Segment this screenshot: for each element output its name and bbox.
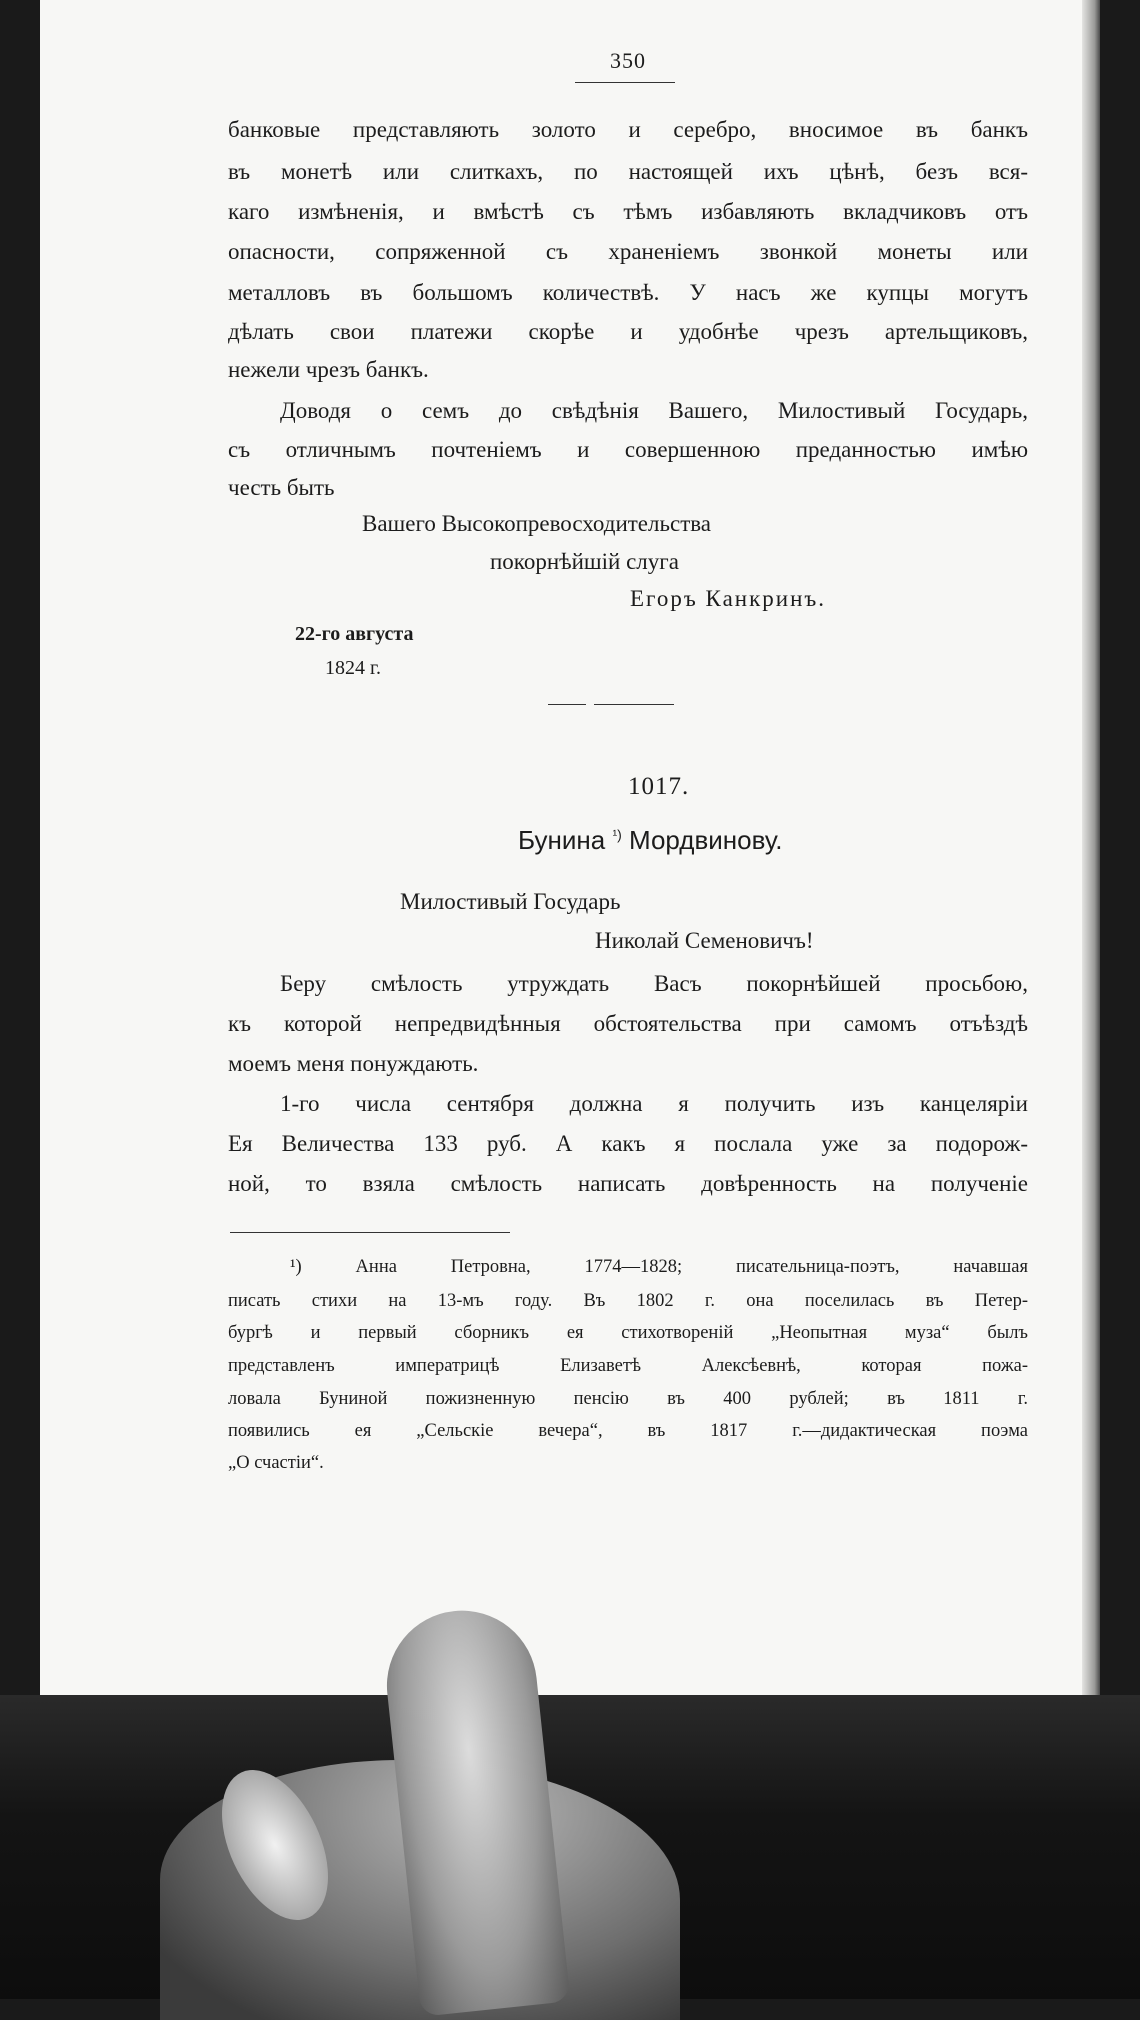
letter-paragraph1-line-3: моемъ меня понуждають. — [228, 1051, 479, 1076]
heading-to: Мордвинову. — [629, 825, 783, 855]
section-rule-left — [548, 704, 586, 705]
letter-paragraph1-line-2: къ которой непредвидѣнныя обстоятельства при самомъ отъѣздѣ — [228, 1011, 1028, 1036]
letter-number: 1017. — [628, 773, 690, 800]
page-number-rule — [575, 82, 675, 83]
top-paragraph-line-3: каго измѣненія, и вмѣстѣ съ тѣмъ избавляють вкладчиковъ отъ — [228, 199, 1028, 224]
letter-paragraph2-line-1: 1-го числа сентября должна я получить изъ канцеляріи — [280, 1091, 1028, 1116]
letter-paragraph1-line-1: Беру смѣлость утруждать Васъ покорнѣйшей просьбою, — [280, 971, 1028, 996]
signature: Егоръ Канкринъ. — [630, 586, 827, 611]
footnote-line-5: ловала Буниной пожизненную пенсію въ 400 рублей; въ 1811 г. — [228, 1389, 1028, 1409]
second-paragraph-line-2: съ отличнымъ почтеніемъ и совершенною преданностью имѣю — [228, 437, 1028, 462]
top-paragraph-line-7: нежели чрезъ банкъ. — [228, 357, 429, 382]
closing-line-1: Вашего Высокопревосходительства — [362, 511, 712, 536]
top-paragraph-line-6: дѣлать свои платежи скорѣе и удобнѣе чрезъ артельщиковъ, — [228, 319, 1028, 344]
heading-from: Бунина — [518, 825, 606, 855]
footnote-line-3: бургѣ и первый сборникъ ея стихотвореній „Неопытная муза“ былъ — [228, 1323, 1028, 1343]
top-paragraph-line-4: опасности, сопряженной съ храненіемъ звонкой монеты или — [228, 239, 1028, 264]
letter-heading — [518, 825, 782, 856]
footnote-line-4: представленъ императрицѣ Елизаветѣ Алексѣевнѣ, которая пожа- — [228, 1356, 1028, 1376]
heading-footnote-mark: ¹) — [612, 826, 622, 843]
second-paragraph-line-1: Доводя о семъ до свѣдѣнія Вашего, Милостивый Государь, — [280, 398, 1028, 423]
top-paragraph-line-1: банковые представляють золото и серебро, вносимое въ банкъ — [228, 117, 1028, 142]
second-paragraph-line-3: честь быть — [228, 475, 335, 500]
footnote-line-2: писать стихи на 13-мъ году. Въ 1802 г. она поселилась въ Петер- — [228, 1291, 1028, 1311]
closing-line-2: покорнѣйшій слуга — [490, 549, 679, 574]
salutation-line-2: Николай Семеновичъ! — [595, 928, 814, 953]
date-line-2: 1824 г. — [325, 657, 381, 679]
page-number: 350 — [610, 48, 646, 73]
date-line-1: 22-го августа — [295, 623, 414, 645]
letter-paragraph2-line-2: Ея Величества 133 руб. А какъ я послала уже за подорож- — [228, 1131, 1028, 1156]
footnote-line-6: появились ея „Сельскіе вечера“, въ 1817 г.—дидактическая поэма — [228, 1421, 1028, 1441]
top-paragraph-line-5: металловъ въ большомъ количествѣ. У насъ же купцы могутъ — [228, 280, 1028, 305]
letter-paragraph2-line-3: ной, то взяла смѣлость написать довѣренность на полученіе — [228, 1171, 1028, 1196]
footnote-line-1: ¹) Анна Петровна, 1774—1828; писательница-поэтъ, начавшая — [290, 1257, 1028, 1277]
footnote-rule — [230, 1232, 510, 1233]
section-rule-right — [594, 704, 674, 705]
footnote-line-7: „О счастіи“. — [228, 1453, 324, 1473]
top-paragraph-line-2: въ монетѣ или слиткахъ, по настоящей ихъ цѣнѣ, безъ вся- — [228, 159, 1028, 184]
salutation-line-1: Милостивый Государь — [400, 889, 621, 914]
